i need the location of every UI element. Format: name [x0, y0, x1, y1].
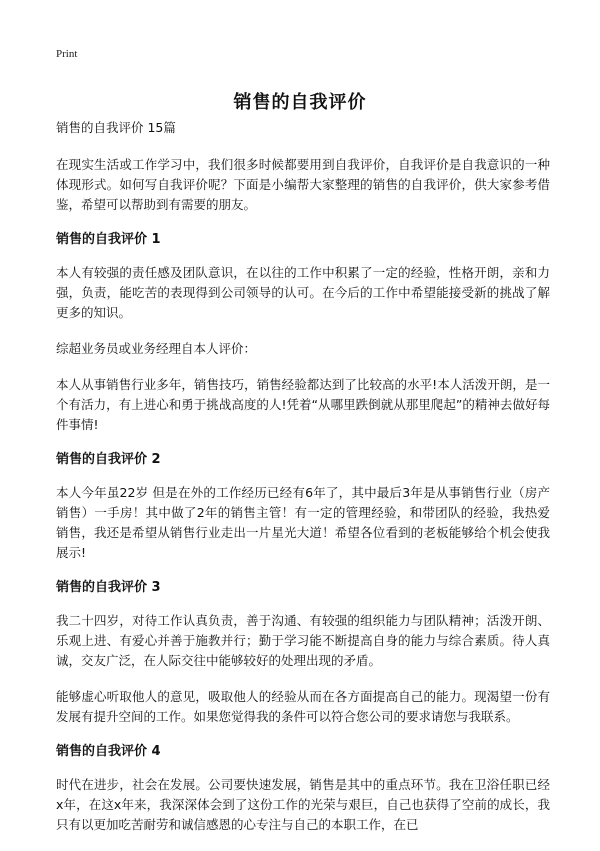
- intro-paragraph: 在现实生活或工作学习中，我们很多时候都要用到自我评价，自我评价是自我意识的一种体现形式。如何写自我评价呢？下面是小编帮大家整理的销售的自我评价，供大家参考借鉴，希望可以帮助到有需要的朋友。: [56, 157, 550, 212]
- section-1-paragraph-1: 本人有较强的责任感及团队意识，在以往的工作中积累了一定的经验，性格开朗，亲和力强，负责，能吃苦的表现得到公司领导的认可。在今后的工作中希望能接受新的挑战了解更多的知识。: [56, 265, 550, 320]
- document-subtitle: 销售的自我评价 15篇: [56, 120, 176, 135]
- section-1-paragraph-3: 本人从事销售行业多年，销售技巧，销售经验都达到了比较高的水平!本人活泼开朗，是一个有活力，有上进心和勇于挑战高度的人!凭着“从哪里跌倒就从那里爬起”的精神去做好每件事情!: [56, 377, 550, 432]
- section-heading-2: 销售的自我评价 2: [56, 452, 161, 467]
- section-3-paragraph-1: 我二十四岁，对待工作认真负责，善于沟通、有较强的组织能力与团队精神；活泼开朗、乐观上进、有爱心并善于施教并行；勤于学习能不断提高自身的能力与综合素质。待人真诚，交友广泛，在人际交往中能够较好的处理出现的矛盾。: [56, 613, 550, 668]
- page-title: 销售的自我评价: [233, 92, 367, 114]
- section-heading-4: 销售的自我评价 4: [56, 744, 161, 759]
- document-body: [56, 118, 550, 851]
- section-heading-3: 销售的自我评价 3: [56, 580, 161, 595]
- section-heading-1: 销售的自我评价 1: [56, 232, 161, 247]
- section-4-paragraph-1: 时代在进步，社会在发展。公司要快速发展，销售是其中的重点环节。我在卫浴任职已经x年，在这x年来，我深深体会到了这份工作的光荣与艰巨，自己也获得了空前的成长，我只有以更加吃苦耐劳和诚信感恩的心专注与自己的本职工作，在已: [56, 777, 550, 832]
- section-1-paragraph-2: 综超业务员或业务经理自本人评价：: [56, 341, 257, 356]
- print-link[interactable]: Print: [56, 48, 78, 60]
- section-3-paragraph-2: 能够虚心听取他人的意见，吸取他人的经验从而在各方面提高自己的能力。现渴望一份有发展有提升空间的工作。如果您觉得我的条件可以符合您公司的要求请您与我联系。: [56, 689, 550, 724]
- section-2-paragraph-1: 本人今年虽22岁 但是在外的工作经历已经有6年了，其中最后3年是从事销售行业（房产销售）一手房！其中做了2年的销售主管！有一定的管理经验，和带团队的经验，我热爱销售，我还是希望从销售行业走出一片星光大道！希望各位看到的老板能够给个机会使我展示!: [56, 485, 550, 560]
